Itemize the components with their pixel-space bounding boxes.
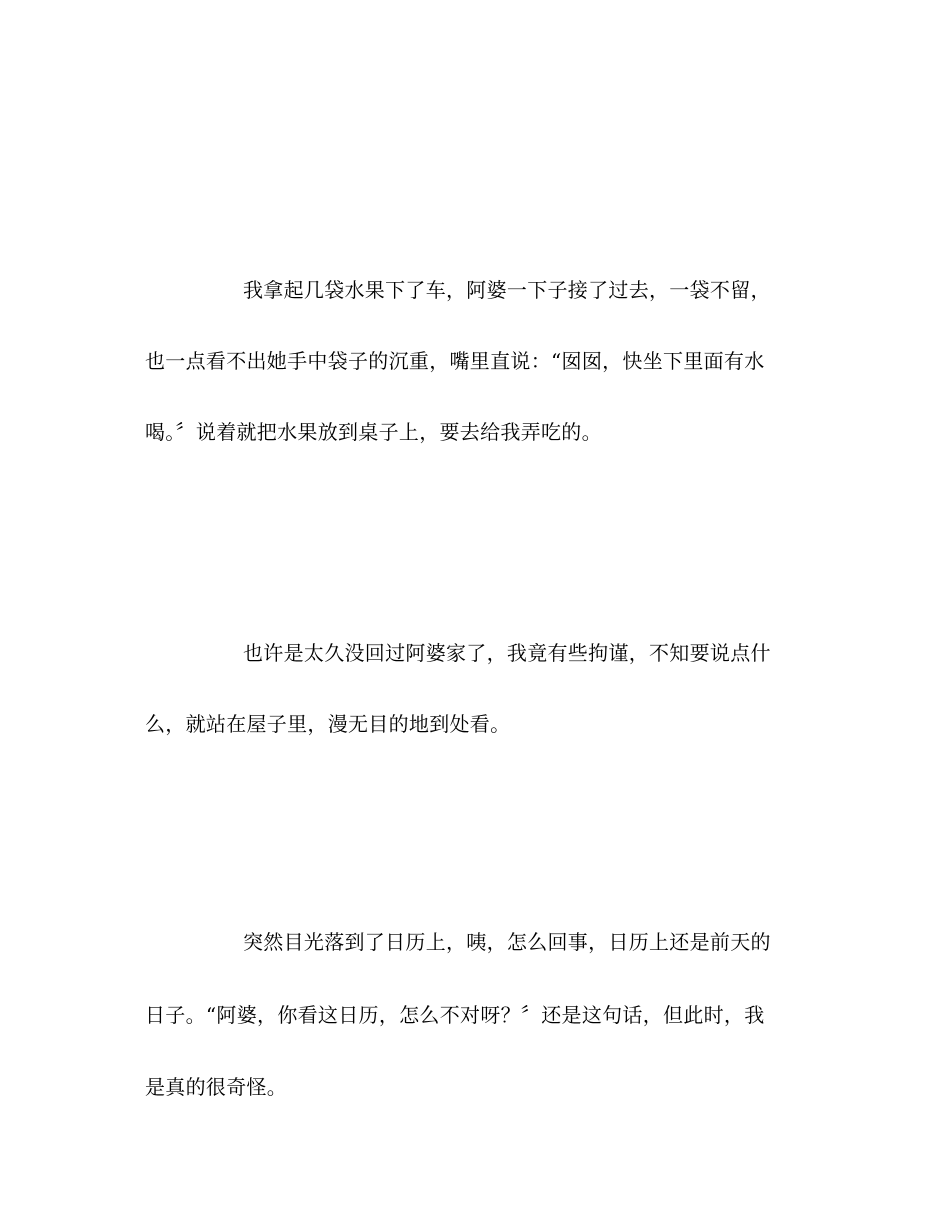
paragraph-line: 也一点看不出她手中袋子的沉重，嘴里直说：“囡囡，快坐下里面有水 [145, 349, 765, 373]
paragraph-line: 日子。“阿婆，你看这日历，怎么不对呀？〞还是这句话，但此时，我 [145, 1003, 765, 1027]
paragraph-line: 是真的很奇怪。 [145, 1075, 288, 1099]
paragraph-line: 也许是太久没回过阿婆家了，我竟有些拘谨，不知要说点什 [243, 641, 771, 665]
paragraph-line: 么，就站在屋子里，漫无目的地到处看。 [145, 712, 511, 736]
paragraph-line: 突然目光落到了日历上，咦，怎么回事，日历上还是前天的 [243, 930, 771, 954]
paragraph-line: 喝。〞说着就把水果放到桌子上，要去给我弄吃的。 [145, 420, 602, 444]
paragraph-line: 我拿起几袋水果下了车，阿婆一下子接了过去，一袋不留， [243, 278, 771, 302]
